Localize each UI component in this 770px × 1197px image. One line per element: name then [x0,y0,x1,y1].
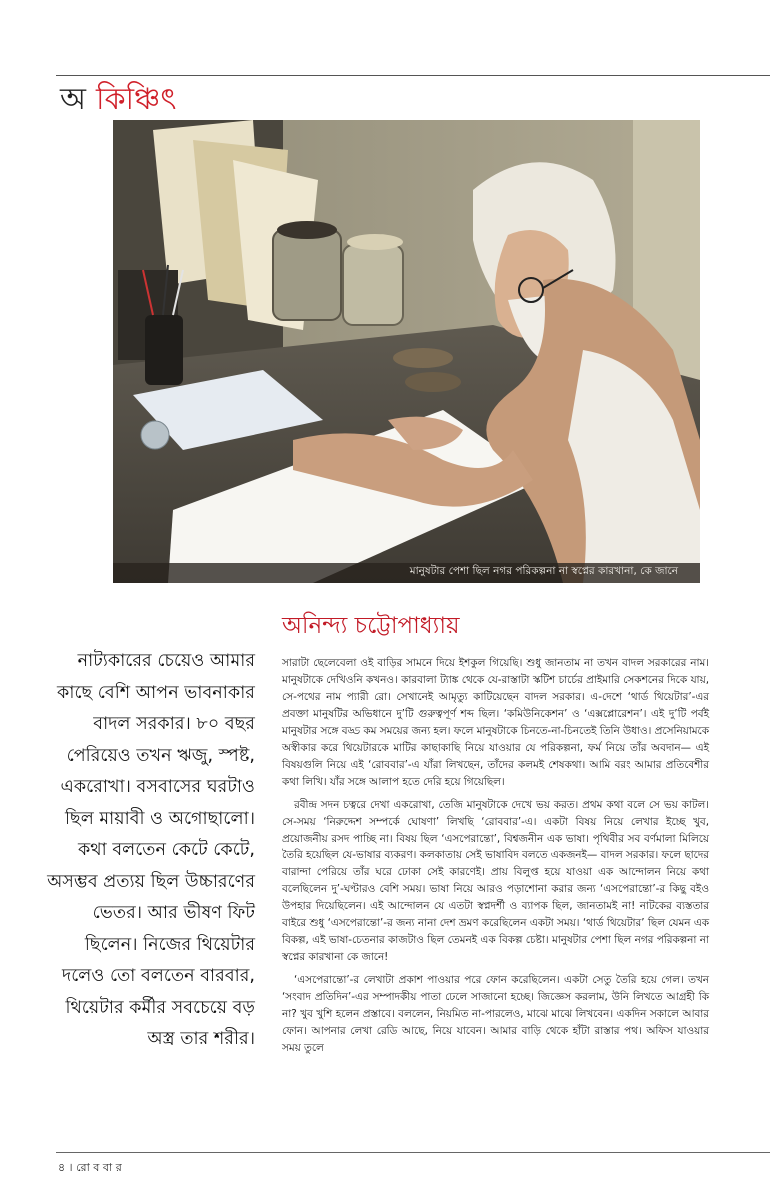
page-footer: ৪ । রো ব বা র [58,1161,122,1174]
article-photo [113,120,700,583]
article-paragraph: ‘এসপেরান্তো’-র লেখাটা প্রকাশ পাওয়ার পরে ফোন করেছিলেন। একটা সেতু তৈরি হয়ে গেল। তখন ‘সংবাদ প্রতিদিন’-এর সম্পাদকীয় পাতা ঢেলে সাজানো হচ্ছে। জিজ্ঞেস করলাম, উনি লিখতে আগ্রহী কি না? খুব খুশি হলেন প্রস্তাবে। বললেন, নিয়মিত না-পারলেও, মাঝে মাঝে লিখবেন। একদিন সকালে আবার ফোন। আপনার লেখা রেডি আছে, নিয়ে যাবেন। আমার বাড়ি থেকে হাঁটা রাস্তার পথ। অফিস যাওয়ার সময় তুলে [282,974,709,1054]
section-prefix: অ [60,82,86,117]
top-rule [56,75,770,76]
bottom-rule [56,1152,770,1153]
pull-quote: নাট্যকারের চেয়েও আমার কাছে বেশি আপন ভাবনাকার বাদল সরকার। ৮০ বছর পেরিয়েও তখন ঋজু, স্পষ্ট, একরোখা। বসবাসের ঘরটাও ছিল মায়াবী ও অগোছালো। কথা বলতেন কেটে কেটে, অসম্ভব প্রত্যয় ছিল উচ্চারণের ভেতর। আর ভীষণ ফিট ছিলেন। নিজের থিয়েটার দলেও তো বলতেন বারবার, থিয়েটার কর্মীর সবচেয়ে বড় অস্ত্র তার শরীর। [47,651,255,1049]
article-paragraph: রবীন্দ্র সদন চত্বরে দেখা একরোখা, তেজি মানুষটাকে দেখে ভয় করত। প্রথম কথা বলে সে ভয় কাটল। সে-সময় ‘নিরুদ্দেশ সম্পর্কে ঘোষণা’ লিখছি ‘রোববার’-এ। একটা বিষয় নিয়ে লেখার ইচ্ছে খুব, প্রয়োজনীয় রসদ পাচ্ছি না। বিষয় ছিল ‘এসপেরান্তো’, বিশ্বজনীন এক ভাষা। পৃথিবীর সব বর্ণমালা মিলিয়ে তৈরি হয়েছিল যে-ভাষার ব্যকরণ। কলকাতায় সেই ভাষাবিদ বলতে একজনই— বাদল সরকার। ফলে ছাদের বারান্দা পেরিয়ে তাঁর ঘরে ঢোকা সেই কারণেই। প্রায় বিলুপ্ত হয়ে যাওয়া এক আন্দোলন নিয়ে কথা বলেছিলেন দু’-ঘণ্টারও বেশি সময়। ভাষা নিয়ে আরও পড়াশোনা করার জন্য ‘এসপেরান্তো’-র কিছু বইও উপহার দিয়েছিলেন। এই আন্দোলন যে এতটা স্বপ্নদর্শী ও ব্যাপক ছিল, জানতামই না! নাটকের ব্যস্ততার বাইরে শুধু ‘এসপেরান্তো’-র জন্য নানা দেশ ভ্রমণ করেছিলেন একটা সময়। ‘থার্ড থিয়েটার’ ছিল যেমন এক বিকল্প, এই ভাষা-চেতনার কাজটাও ছিল তেমনই এক বিকল্প চেষ্টা। মানুষটার পেশা ছিল নগর পরিকল্পনা না স্বপ্নের কারখানা কে জানে! [282,798,709,964]
author-byline: অনিন্দ্য চট্টোপাধ্যায় [282,613,460,639]
photo-caption: মানুষটার পেশা ছিল নগর পরিকল্পনা না স্বপ্নের কারখানা, কে জানে [409,565,678,577]
section-title: কিঞ্চিৎ [95,82,177,117]
article-body [282,655,709,1063]
article-paragraph: সারাটা ছেলেবেলা ওই বাড়ির সামনে দিয়ে ইশকুল গিয়েছি। শুধু জানতাম না তখন বাদল সরকারের নাম। মানুষটাকে দেখিওনি কখনও। কারবালা ট্যাঙ্ক থেকে যে-রাস্তাটা স্কটিশ চার্চের প্রাইমারি সেকশনের দিকে যায়, সে-পথের নাম প্যারী রো। সেখানেই আমৃত্যু কাটিয়েছেন বাদল সরকার। এ-দেশে ‘থার্ড থিয়েটার’-এর প্রবক্তা মানুষটির অভিধানে দু’টি গুরুত্বপূর্ণ শব্দ ছিল। ‘কমিউনিকেশন’ ও ‘এক্সপ্লোরেশন’। এই দু’টি পর্বই মানুষটার সঙ্গে বড্ড কম সময়ের জন্য হল। ফলে মানুষটাকে চিনতে-না-চিনতেই তিনি উধাও। প্রসেনিয়ামকে অস্বীকার করে থিয়েটারকে মাটির কাছাকাছি নিয়ে যাওয়ার যে পরিকল্পনা, ফর্ম নিয়ে তাঁর অবদান— এই বিষয়গুলি নিয়ে এই ‘রোববার’-এ যাঁরা লিখছেন, তাঁদের কলমই শেষকথা। আমি বরং আমার প্রতিবেশীর কথা লিখি। যাঁর সঙ্গে আলাপ হতে দেরি হয়ে গিয়েছিল। [282,657,709,788]
section-header [60,80,176,120]
photo-illustration [113,120,700,583]
